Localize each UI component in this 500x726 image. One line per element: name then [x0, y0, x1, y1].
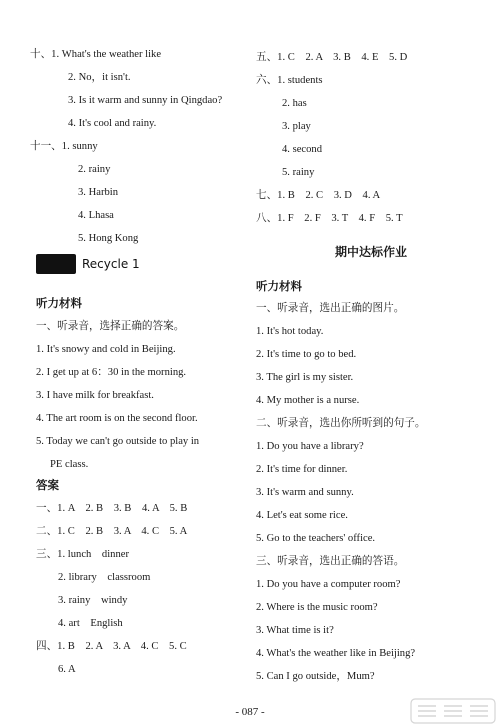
q6-line-2: 2. has — [282, 98, 307, 109]
s3-line-3: 3. What time is it? — [256, 625, 334, 636]
q7-answers: 七、1. B 2. C 3. D 4. A — [256, 190, 381, 201]
listening-material-heading-2: 听力材料 — [256, 279, 302, 293]
q6-line-3: 3. play — [282, 121, 311, 132]
answer-1: 一、1. A 2. B 3. B 4. A 5. B — [36, 503, 188, 514]
q11-line-1: 十一、1. sunny — [30, 141, 98, 152]
q11-line-4: 4. Lhasa — [78, 210, 114, 221]
script-line-5-cont: PE class. — [50, 459, 89, 470]
s3-line-2: 2. Where is the music room? — [256, 602, 378, 613]
answer-3-line-1: 三、1. lunch dinner — [36, 549, 129, 560]
q10-line-1: 十、1. What's the weather like — [30, 49, 162, 60]
section-2-instruction: 二、听录音，选出你所听到的句子。 — [256, 418, 426, 429]
recycle-label: Recycle 1 — [82, 257, 140, 271]
script-line-2: 2. I get up at 6：30 in the morning. — [36, 367, 187, 378]
q6-line-4: 4. second — [282, 144, 323, 155]
recycle-banner — [36, 253, 236, 275]
instruction-1: 一、听录音，选择正确的答案。 — [36, 321, 185, 332]
s1-line-3: 3. The girl is my sister. — [256, 372, 354, 383]
s3-line-5: 5. Can I go outside，Mum? — [256, 671, 375, 682]
q6-line-5: 5. rainy — [282, 167, 315, 178]
script-line-5: 5. Today we can't go outside to play in — [36, 436, 200, 447]
s1-line-2: 2. It's time to go to bed. — [256, 349, 357, 360]
script-line-3: 3. I have milk for breakfast. — [36, 390, 154, 401]
q8-answers: 八、1. F 2. F 3. T 4. F 5. T — [256, 213, 403, 224]
q5-answers: 五、1. C 2. A 3. B 4. E 5. D — [256, 52, 408, 63]
answer-4: 四、1. B 2. A 3. A 4. C 5. C — [36, 641, 187, 652]
answer-3-line-4: 4. art English — [58, 618, 123, 629]
answer-3-line-3: 3. rainy windy — [58, 595, 128, 606]
answers-heading: 答案 — [36, 478, 59, 492]
q10-line-3: 3. Is it warm and sunny in Qingdao? — [68, 95, 223, 106]
listening-material-heading: 听力材料 — [36, 296, 82, 310]
section-1-instruction: 一、听录音，选出正确的图片。 — [256, 303, 405, 314]
answer-3-line-2: 2. library classroom — [58, 572, 151, 583]
script-line-4: 4. The art room is on the second floor. — [36, 413, 198, 424]
section-3-instruction: 三、听录音，选出正确的答语。 — [256, 556, 405, 567]
answer-2: 二、1. C 2. B 3. A 4. C 5. A — [36, 526, 188, 537]
q11-line-2: 2. rainy — [78, 164, 111, 175]
q10-line-4: 4. It's cool and rainy. — [68, 118, 157, 129]
s1-line-4: 4. My mother is a nurse. — [256, 395, 360, 406]
page-number: - 087 - — [235, 706, 265, 718]
s2-line-1: 1. Do you have a library? — [256, 441, 364, 452]
s2-line-3: 3. It's warm and sunny. — [256, 487, 354, 498]
midterm-title: 期中达标作业 — [334, 245, 407, 259]
q10-line-2: 2. No，it isn't. — [68, 72, 131, 83]
s2-line-5: 5. Go to the teachers' office. — [256, 533, 376, 544]
banner-block — [36, 254, 76, 274]
answer-4-cont: 6. A — [58, 664, 76, 675]
q11-line-5: 5. Hong Kong — [78, 233, 139, 244]
s2-line-2: 2. It's time for dinner. — [256, 464, 348, 475]
s3-line-1: 1. Do you have a computer room? — [256, 579, 401, 590]
s3-line-4: 4. What's the weather like in Beijing? — [256, 648, 416, 659]
s1-line-1: 1. It's hot today. — [256, 326, 324, 337]
script-line-1: 1. It's snowy and cold in Beijing. — [36, 344, 176, 355]
q11-line-3: 3. Harbin — [78, 187, 119, 198]
s2-line-4: 4. Let's eat some rice. — [256, 510, 348, 521]
q6-line-1: 六、1. students — [256, 75, 323, 86]
watermark-logo — [410, 698, 496, 724]
